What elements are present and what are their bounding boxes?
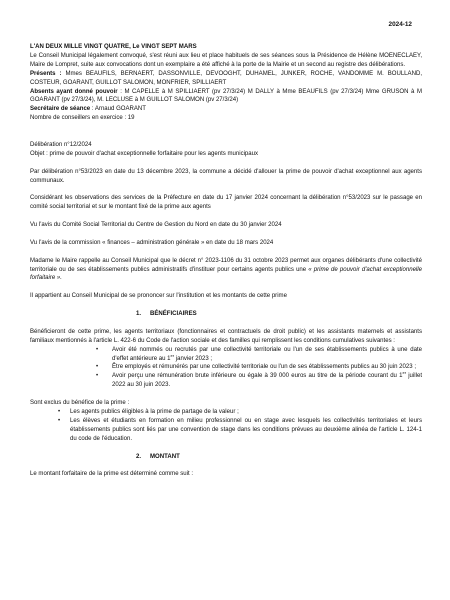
bullet-icon: • xyxy=(58,417,61,424)
beneficiaires-conditions-list xyxy=(30,346,422,391)
bullet-icon: • xyxy=(96,364,99,371)
deliberation-number: Délibération n°12/2024 xyxy=(30,141,92,148)
document-body xyxy=(30,43,422,479)
bullet-icon: • xyxy=(96,373,99,380)
paragraph-vu-cst: Vu l'avis du Comité Social Territorial du Centre de Gestion du Nord en date du 30 janvier 2024 xyxy=(30,222,282,229)
bullet-icon: • xyxy=(96,346,99,353)
exclus-list xyxy=(30,408,422,444)
document-reference: 2024-12 xyxy=(388,21,412,28)
deliberation-objet: Objet : prime de pouvoir d'achat exceptionnelle forfaitaire pour les agents municipaux xyxy=(30,150,259,157)
paragraph-deliberation-precedente: Par délibération n°53/2023 en date du 13 décembre 2023, la commune a décidé d'allouer la prime de pouvoir d'achat exceptionnel aux agents communaux. xyxy=(30,168,422,184)
section-heading-beneficiaires: 1. BÉNÉFICIAIRES xyxy=(136,311,197,318)
presents-line: Présents : Mmes BEAUFILS, BERNAERT, DASSONVILLE, DEVOOGHT, DUHAMEL, JUNKER, ROCHE, VANDOMME M. BOULLAND, COSTEUR, GOARANT, GUILLOT SALOMON, MONFRIER, SPILLIAERT xyxy=(30,70,422,86)
list-item: • Les agents publics éligibles à la prime de partage de la valeur ; xyxy=(58,408,239,415)
montant-intro: Le montant forfaitaire de la prime est déterminé comme suit : xyxy=(30,471,194,478)
absents-line: Absents ayant donné pouvoir : M CAPELLE à M SPILLIAERT (pv 27/3/24) M DALLY à Mme BEAUFILS (pv 27/3/24) Mme GRUSON à M GOARANT (pv 27/3/24), M. LECLUSE à M GUILLOT SALOMON (pv 27/3/24) xyxy=(30,88,422,104)
beneficiaires-intro: Bénéficieront de cette prime, les agents territoriaux (fonctionnaires et contractuels de droit public) et les assistants maternels et assistants familiaux mentionnés à l'article L. 422-6 du Code de l'action sociale et des familles qui remplissent les conditions cumulatives suivantes : xyxy=(30,328,422,344)
list-item: • Être employés et rémunérés par une collectivité territoriale ou l'un de ses établissements publics au 30 juin 2023 ; xyxy=(96,364,416,371)
nombre-conseillers: Nombre de conseillers en exercice : 19 xyxy=(30,115,135,122)
list-item: • Les élèves et étudiants en formation en milieu professionnel ou en stage avec lesquels les collectivités territoriales et leurs établissements publics sont liés par une convention de stage dans les conditions prévues au deuxième alinéa de l'article L. 124-1 du code de l'éducation. xyxy=(58,417,422,442)
section-heading-montant: 2. MONTANT xyxy=(136,453,180,460)
list-item: • Avoir été nommés ou recrutés par une collectivité territoriale ou l'un de ses établissements publics à une date d'effet antérieure au 1er janvier 2023 ; xyxy=(96,346,422,362)
paragraph-rappel-decret: Madame le Maire rappelle au Conseil Municipal que le décret n° 2023-1106 du 31 octobre 2023 permet aux organes délibérants d'une collectivité territoriale ou de ses établissements publics administratifs d'instituer pour certains agents publics une « prime de pouvoir d'achat exceptionnelle forfaitaire ». xyxy=(30,257,422,282)
exclus-label: Sont exclus du bénéfice de la prime : xyxy=(30,400,130,407)
list-item: • Avoir perçu une rémunération brute inférieure ou égale à 39 000 euros au titre de la période courant du 1er juillet 2022 au 30 juin 2023. xyxy=(96,370,422,389)
secretaire-line: Secrétaire de séance : Arnaud GOARANT xyxy=(30,106,146,113)
paragraph-vu-commission: Vu l'avis de la commission « finances – administration générale » en date du 18 mars 2024 xyxy=(30,239,274,246)
bullet-icon: • xyxy=(58,408,61,415)
session-title: L'AN DEUX MILLE VINGT QUATRE, Le VINGT SEPT MARS xyxy=(30,44,197,50)
session-intro: Le Conseil Municipal légalement convoqué, s'est réuni aux lieu et place habituels de ses séances sous la Présidence de Hélène MOENECLAEY, Maire de Lompret, suite aux convocations dont un exemplaire a été affiché à la porte de la Mairie et un second au registre des délibérations. xyxy=(30,52,422,68)
paragraph-considerant: Considérant les observations des services de la Préfecture en date du 17 janvier 2024 concernant la délibération n°53/2023 sur le passage en comité social territorial et sur le montant fixé de la prime aux agents xyxy=(30,195,422,211)
paragraph-institution: Il appartient au Conseil Municipal de se prononcer sur l'institution et les montants de cette prime xyxy=(30,293,287,300)
